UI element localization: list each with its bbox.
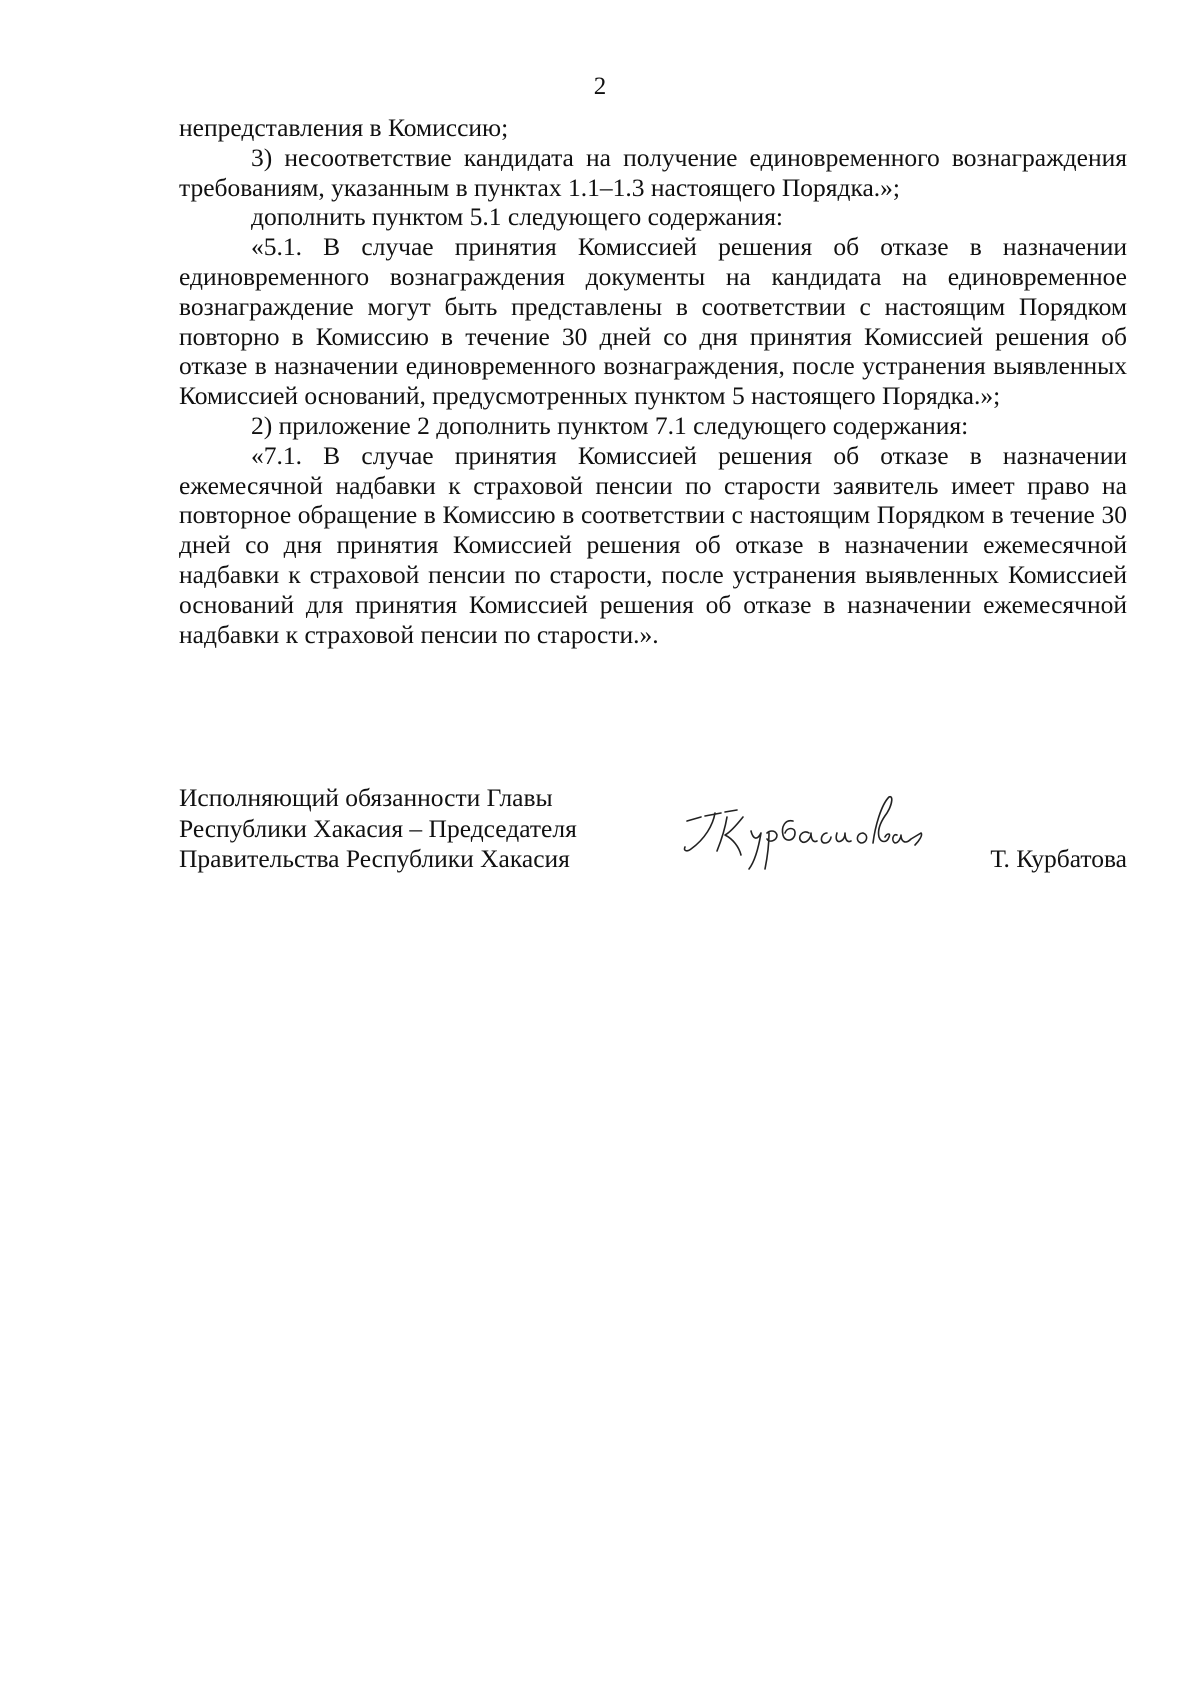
signer-position-line: Республики Хакасия – Председателя [179, 813, 577, 843]
paragraph: «5.1. В случае принятия Комиссией решения об отказе в назначении единовременного вознаграждения документы на кандидата на единовременное вознаграждение могут быть представлены в соответствии с настоящим Порядком повторно в Комиссию в течение 30 дней со дня принятия Комиссией решения об отказе в назначении единовременного вознаграждения, после устранения выявленных Комиссией оснований, предусмотренных пунктом 5 настоящего Порядка.»; [179, 232, 1127, 411]
handwritten-signature [669, 777, 939, 877]
signer-position-line: Правительства Республики Хакасия [179, 844, 570, 873]
paragraph: 2) приложение 2 дополнить пунктом 7.1 следующего содержания: [251, 410, 969, 440]
signer-name: Т. Курбатова [990, 844, 1127, 873]
paragraph: 3) несоответствие кандидата на получение единовременного вознаграждения требованиям, указанным в пунктах 1.1–1.3 настоящего Порядка.»; [179, 142, 1127, 202]
paragraph: непредставления в Комиссию; [179, 113, 509, 142]
document-body [179, 113, 1127, 649]
signer-position [179, 783, 649, 875]
paragraph: «7.1. В случае принятия Комиссией решения об отказе в назначении ежемесячной надбавки к страховой пенсии по старости заявитель имеет право на повторное обращение в Комиссию в соответствии с настоящим Порядком в течение 30 дней со дня принятия Комиссией решения об отказе в назначении ежемесячной надбавки к страховой пенсии по старости, после устранения выявленных Комиссией оснований для принятия Комиссией решения об отказе в назначении ежемесячной надбавки к страховой пенсии по старости.». [179, 440, 1127, 649]
page-number: 2 [593, 73, 607, 100]
paragraph: дополнить пунктом 5.1 следующего содержания: [251, 202, 784, 232]
signature-block [179, 783, 1127, 893]
signer-position-line: Исполняющий обязанности Главы [179, 783, 553, 812]
